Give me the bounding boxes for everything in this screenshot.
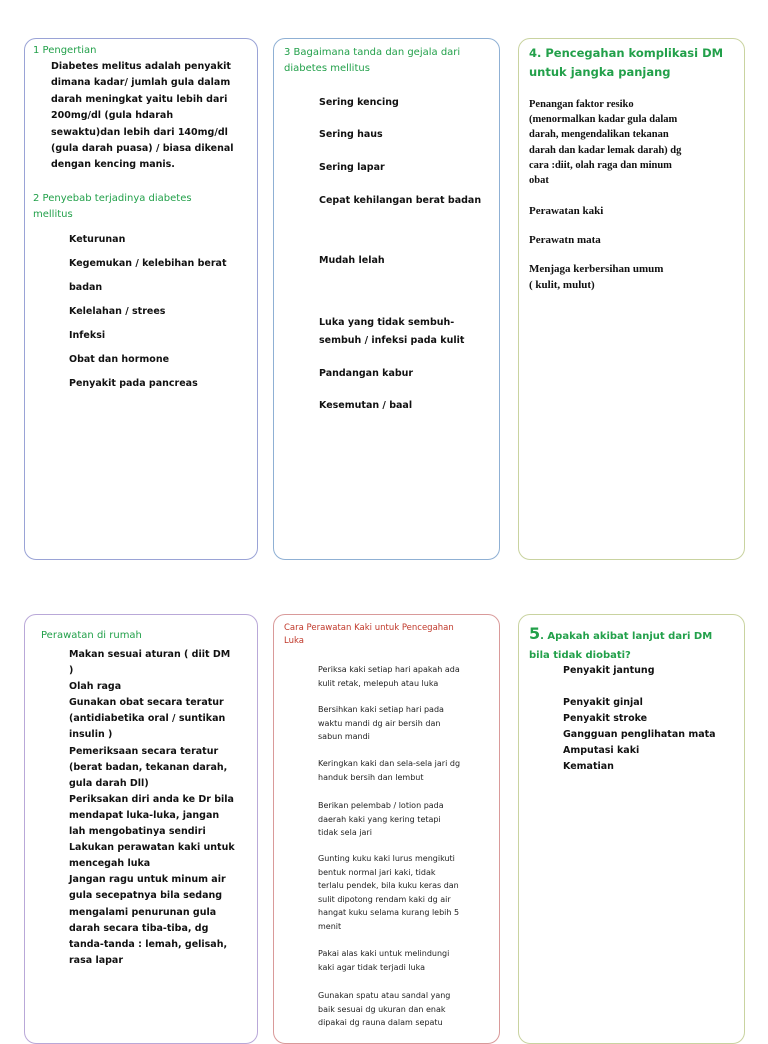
heading-symptoms bbox=[284, 45, 460, 77]
heading-symptoms-line: 3 Bagaimana tanda dan gejala dari bbox=[284, 47, 461, 58]
cause-item: Keturunan bbox=[69, 234, 126, 245]
home-care-line: darah secara tiba-tiba, dg bbox=[69, 922, 209, 934]
foot-care-line: daerah kaki yang kering tetapi bbox=[318, 814, 441, 824]
panel-definition bbox=[24, 38, 258, 560]
home-care-line: Olah raga bbox=[69, 681, 122, 693]
panel-foot-care bbox=[273, 614, 500, 1044]
heading-complications-line bbox=[529, 624, 712, 646]
prevention-item: ( kulit, mulut) bbox=[529, 279, 595, 291]
foot-care-block bbox=[318, 663, 498, 690]
heading-complications-line: bila tidak diobati? bbox=[529, 650, 631, 661]
foot-care-block bbox=[318, 852, 498, 933]
foot-care-line: handuk bersih dan lembut bbox=[318, 772, 424, 782]
prevention-paragraph bbox=[529, 97, 741, 188]
home-care-line: Pemeriksaan secara teratur bbox=[69, 745, 219, 757]
cause-item: Penyakit pada pancreas bbox=[69, 378, 198, 389]
prevention-item: Menjaga kerbersihan umum bbox=[529, 263, 664, 275]
foot-care-block bbox=[318, 989, 498, 1030]
heading-number: 5 bbox=[529, 624, 541, 643]
foot-care-block bbox=[318, 799, 498, 840]
prevention-line: darah dan kadar lemak darah) dg bbox=[529, 144, 682, 156]
heading-definition: 1 Pengertian bbox=[33, 45, 97, 56]
heading-complications-text: . Apakah akibat lanjut dari DM bbox=[540, 631, 713, 642]
cause-item: Kelelahan / strees bbox=[69, 306, 166, 317]
complication-item: Penyakit stroke bbox=[563, 713, 648, 724]
foot-care-line: Gunting kuku kaki lurus mengikuti bbox=[318, 854, 455, 863]
cause-item: badan bbox=[69, 282, 103, 293]
foot-care-line: Bersihkan kaki setiap hari pada bbox=[318, 705, 444, 714]
home-care-line: Lakukan perawatan kaki untuk bbox=[69, 842, 235, 854]
complication-item: Penyakit ginjal bbox=[563, 697, 643, 708]
heading-causes-line: 2 Penyebab terjadinya diabetes bbox=[33, 193, 192, 204]
home-care-line: lah mengobatinya sendiri bbox=[69, 826, 206, 838]
foot-care-line: waktu mandi dg air bersih dan bbox=[318, 718, 441, 728]
heading-causes bbox=[33, 191, 192, 223]
foot-care-line: sabun mandi bbox=[318, 732, 370, 741]
home-care-line: tanda-tanda : lemah, gelisah, bbox=[69, 938, 228, 950]
home-care-line: mencegah luka bbox=[69, 858, 151, 870]
foot-care-line: terlalu pendek, bila kuku keras dan bbox=[318, 881, 459, 890]
complication-item: Kematian bbox=[563, 761, 614, 772]
definition-line: Diabetes melitus adalah penyakit bbox=[51, 61, 231, 72]
symptom-item: Cepat kehilangan berat badan bbox=[319, 195, 482, 206]
home-care-line: Gunakan obat secara teratur bbox=[69, 697, 224, 709]
home-care-line: ) bbox=[69, 665, 74, 677]
prevention-line: obat bbox=[529, 175, 549, 187]
symptom-item: Kesemutan / baal bbox=[319, 400, 413, 411]
foot-care-line: Keringkan kaki dan sela-sela jari dg bbox=[318, 759, 461, 768]
complication-item: Gangguan penglihatan mata bbox=[563, 729, 716, 740]
heading-home-care: Perawatan di rumah bbox=[41, 630, 142, 641]
heading-prevention-line: 4. Pencegahan komplikasi DM bbox=[529, 46, 724, 60]
heading-foot-care-line: Cara Perawatan Kaki untuk Pencegahan bbox=[284, 623, 454, 633]
foot-care-line: menit bbox=[318, 921, 342, 931]
prevention-line: cara :diit, olah raga dan minum bbox=[529, 159, 672, 171]
foot-care-line: Gunakan spatu atau sandal yang bbox=[318, 991, 451, 1000]
foot-care-line: tidak sela jari bbox=[318, 828, 372, 837]
home-care-line: mengalami penurunan gula bbox=[69, 906, 217, 918]
heading-complications bbox=[529, 624, 712, 665]
symptom-item: Sering haus bbox=[319, 129, 383, 140]
foot-care-line: kaki agar tidak terjadi luka bbox=[318, 962, 426, 972]
cause-item: Infeksi bbox=[69, 330, 106, 341]
home-care-line: (antidiabetika oral / suntikan bbox=[69, 713, 226, 725]
panel-complications bbox=[518, 614, 745, 1044]
panel-home-care bbox=[24, 614, 258, 1044]
definition-line: sewaktu)dan lebih dari 140mg/dl bbox=[51, 126, 228, 138]
foot-care-line: hangat kuku selama kurang lebih 5 bbox=[318, 908, 460, 917]
heading-prevention-line: untuk jangka panjang bbox=[529, 65, 671, 79]
symptom-item: sembuh / infeksi pada kulit bbox=[319, 335, 465, 346]
foot-care-block bbox=[318, 703, 498, 744]
complication-item: Penyakit jantung bbox=[563, 665, 655, 676]
foot-care-line: kulit retak, melepuh atau luka bbox=[318, 678, 439, 688]
heading-causes-line: mellitus bbox=[33, 209, 73, 220]
foot-care-line: baik sesuai dg ukuran dan enak bbox=[318, 1004, 446, 1014]
definition-paragraph bbox=[51, 59, 258, 174]
home-care-line: Makan sesuai aturan ( diit DM bbox=[69, 649, 231, 660]
heading-symptoms-line: diabetes mellitus bbox=[284, 63, 370, 74]
foot-care-line: dipakai dg rauna dalam sepatu bbox=[318, 1018, 443, 1027]
definition-line: (gula darah puasa) / biasa dikenal bbox=[51, 143, 234, 155]
definition-line: dimana kadar/ jumlah gula dalam bbox=[51, 77, 231, 89]
home-care-line: mendapat luka-luka, jangan bbox=[69, 809, 220, 821]
prevention-line: darah, mengendalikan tekanan bbox=[529, 129, 669, 141]
foot-care-block bbox=[318, 757, 498, 784]
cause-item: Kegemukan / kelebihan berat bbox=[69, 258, 227, 269]
cause-item: Obat dan hormone bbox=[69, 354, 170, 365]
foot-care-line: Periksa kaki setiap hari apakah ada bbox=[318, 665, 460, 674]
prevention-item: Perawatn mata bbox=[529, 234, 601, 246]
prevention-line: Penangan faktor resiko bbox=[529, 99, 634, 110]
panel-prevention bbox=[518, 38, 745, 560]
complication-item: Amputasi kaki bbox=[563, 745, 640, 756]
home-care-line: (berat badan, tekanan darah, bbox=[69, 761, 228, 773]
heading-foot-care bbox=[284, 622, 454, 648]
home-care-line: insulin ) bbox=[69, 729, 113, 741]
home-care-line: gula darah Dll) bbox=[69, 777, 149, 789]
prevention-line: (menormalkan kadar gula dalam bbox=[529, 114, 678, 126]
definition-line: darah meningkat yaitu lebih dari bbox=[51, 93, 228, 105]
home-care-line: Periksakan diri anda ke Dr bila bbox=[69, 793, 234, 805]
home-care-line: Jangan ragu untuk minum air bbox=[69, 874, 226, 886]
heading-prevention bbox=[529, 44, 723, 82]
home-care-line: rasa lapar bbox=[69, 954, 124, 966]
foot-care-block bbox=[318, 947, 498, 974]
foot-care-line: sulit dipotong rendam kaki dg air bbox=[318, 894, 451, 904]
definition-line: dengan kencing manis. bbox=[51, 159, 175, 171]
home-care-list bbox=[69, 647, 258, 969]
home-care-line: gula secepatnya bila sedang bbox=[69, 890, 223, 902]
heading-foot-care-line: Luka bbox=[284, 636, 304, 646]
foot-care-line: bentuk normal jari kaki, tidak bbox=[318, 867, 436, 877]
panel-symptoms bbox=[273, 38, 500, 560]
definition-line: 200mg/dl (gula hdarah bbox=[51, 110, 174, 122]
foot-care-line: Berikan pelembab / lotion pada bbox=[318, 801, 444, 810]
symptom-item: Sering kencing bbox=[319, 97, 399, 108]
symptom-item: Mudah lelah bbox=[319, 255, 385, 266]
symptom-item: Luka yang tidak sembuh- bbox=[319, 317, 455, 328]
prevention-item: Perawatan kaki bbox=[529, 205, 604, 217]
foot-care-line: Pakai alas kaki untuk melindungi bbox=[318, 949, 450, 958]
symptom-item: Pandangan kabur bbox=[319, 368, 414, 379]
symptom-item: Sering lapar bbox=[319, 162, 385, 173]
